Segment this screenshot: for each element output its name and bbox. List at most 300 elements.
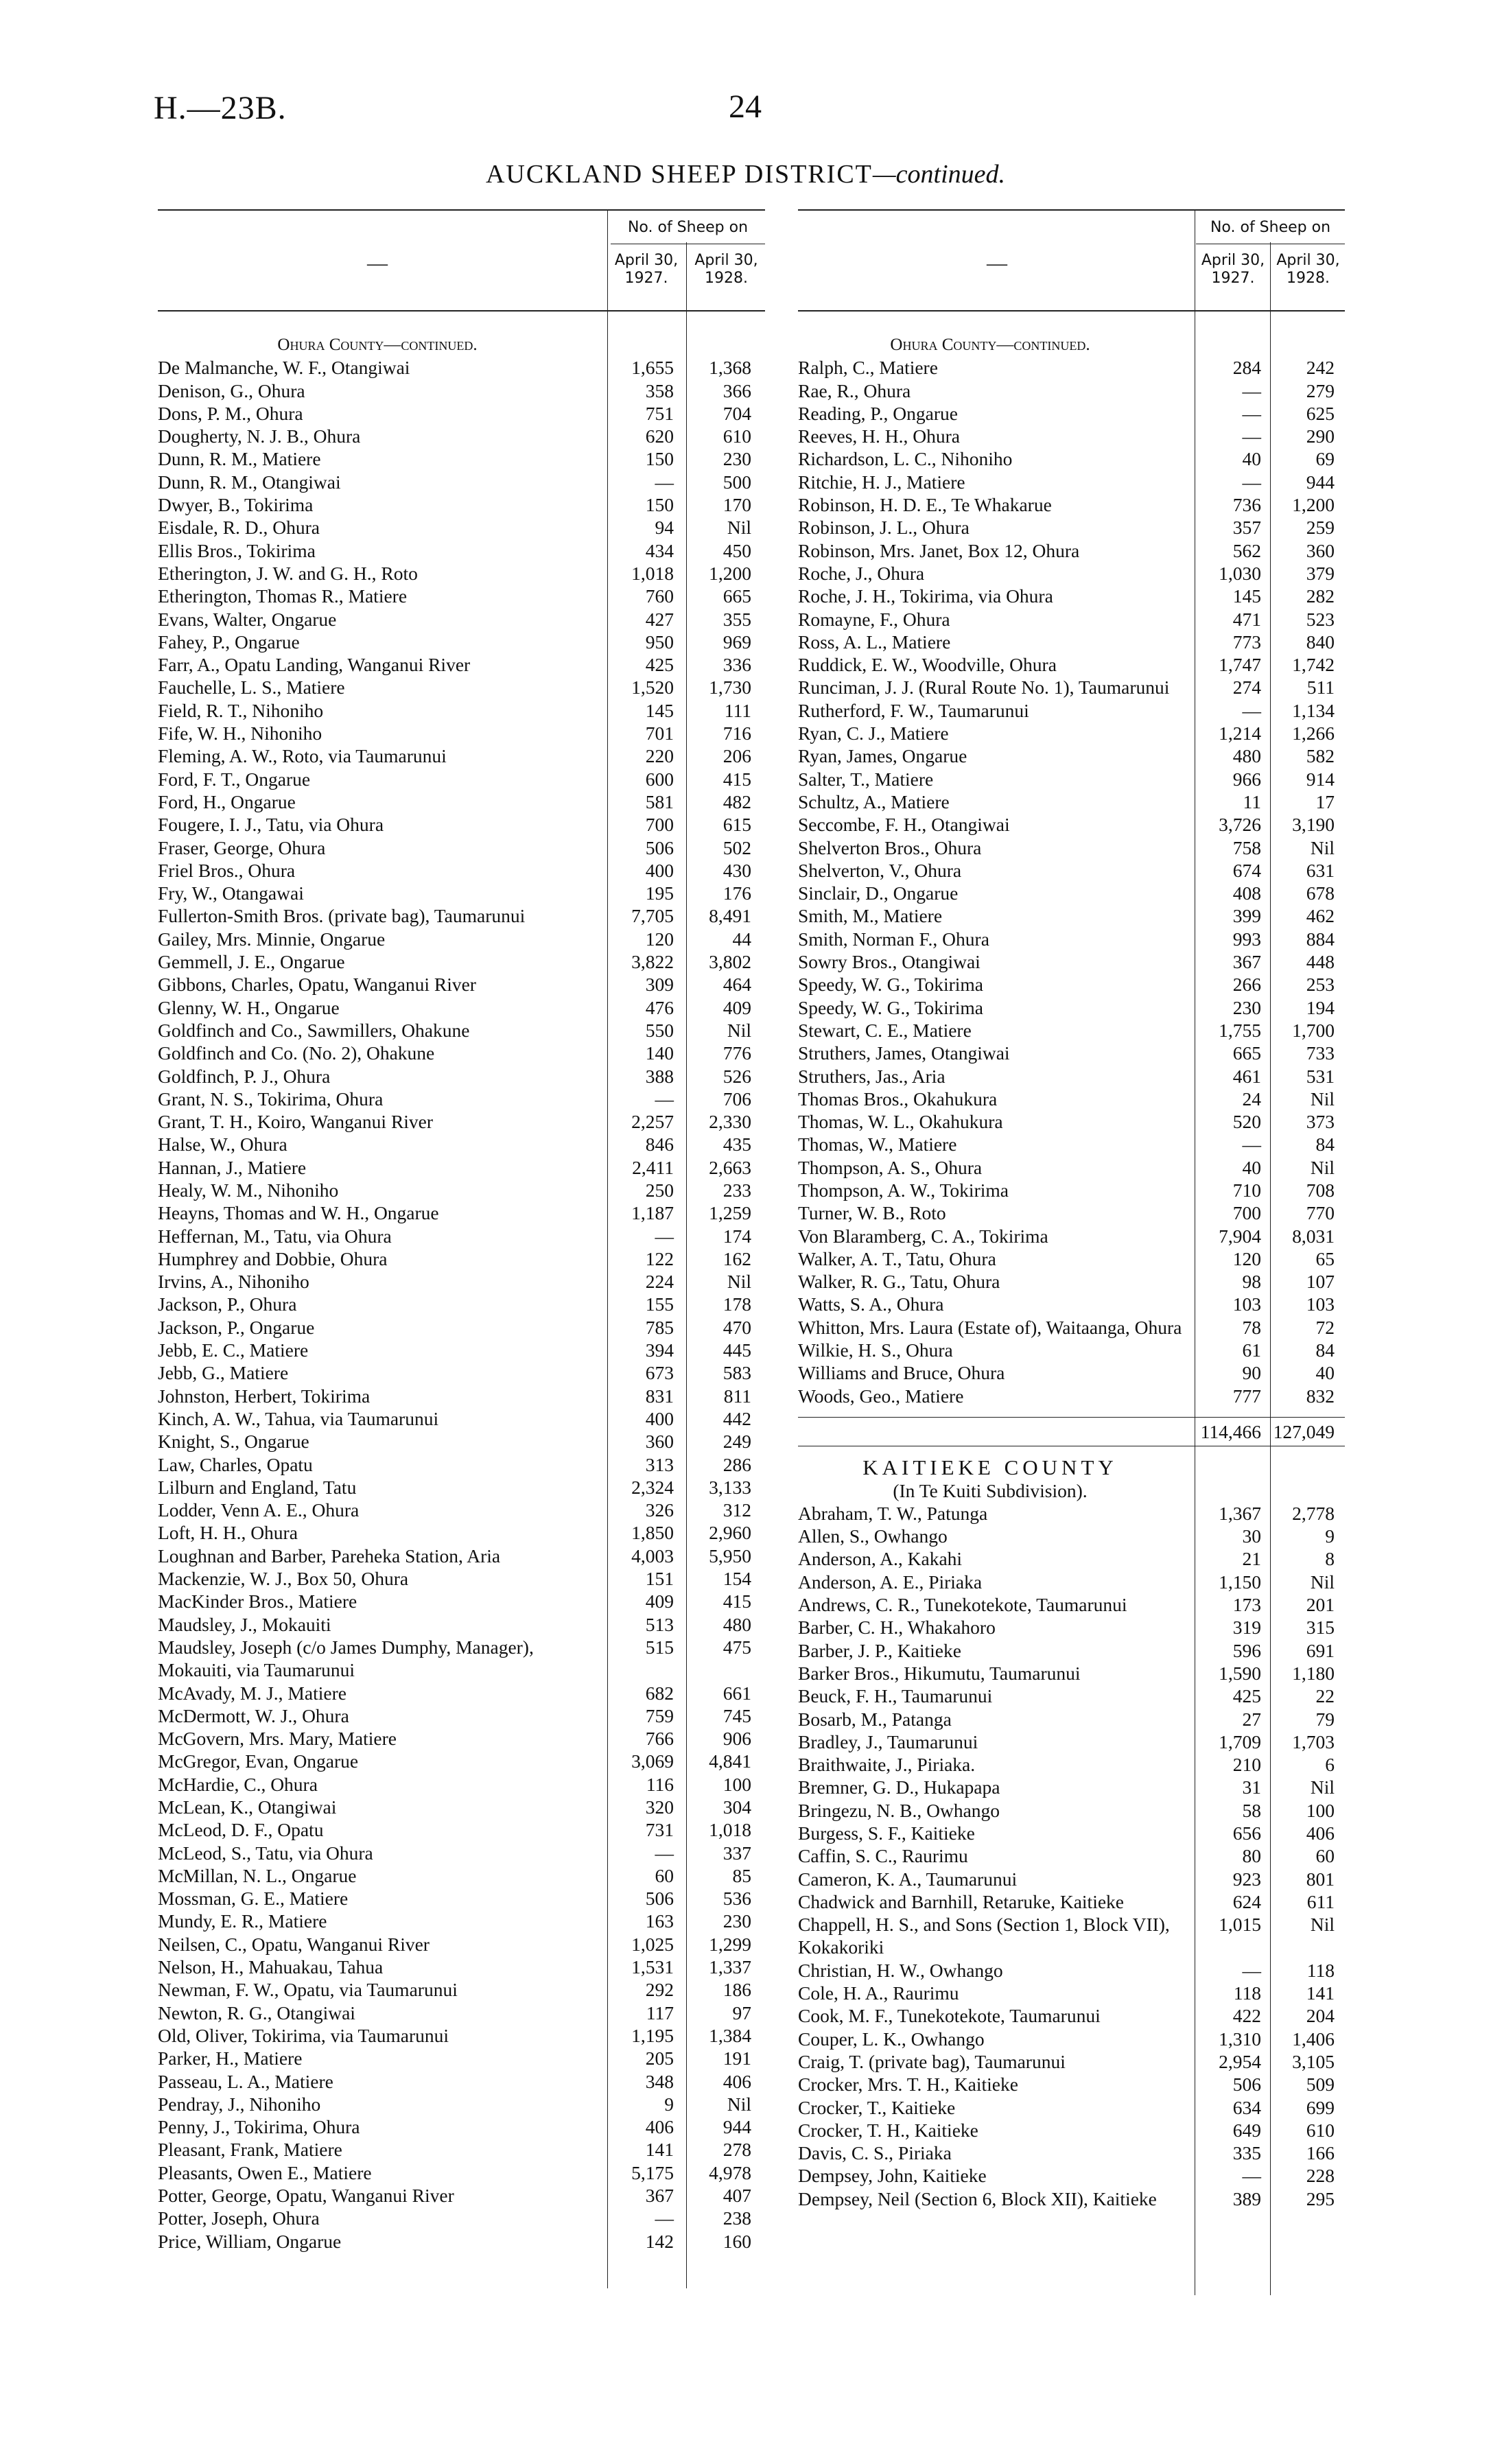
sheep-1928: 1,384 (709, 2024, 751, 2046)
holder-name: Fry, W., Otangawai (158, 882, 304, 904)
table-row (158, 402, 765, 425)
holder-name: Grant, N. S., Tokirima, Ohura (158, 1088, 384, 1110)
sheep-1928: 60 (1315, 1845, 1335, 1867)
table-row (798, 608, 1345, 631)
table-row (798, 1270, 1345, 1293)
sheep-1927: 31 (1242, 1776, 1261, 1798)
sheep-1928: Nil (1310, 1914, 1335, 1936)
table-row (158, 2161, 765, 2184)
sheep-1927: 506 (645, 836, 674, 858)
holder-name: Robinson, J. L., Ohura (798, 517, 970, 539)
sheep-1928: 526 (723, 1065, 751, 1087)
total-1928: 127,049 (1273, 1420, 1335, 1442)
holder-name: Crocker, T. H., Kaitieke (798, 2119, 978, 2141)
table-row (798, 402, 1345, 425)
sheep-1927: 11 (1243, 790, 1261, 812)
table-row (158, 1065, 765, 1088)
sheep-1928: 8,491 (709, 905, 751, 927)
sheep-1928: Nil (1310, 1571, 1335, 1593)
holder-name: Thomas Bros., Okahukura (798, 1088, 998, 1110)
holder-name: Fougere, I. J., Tatu, via Ohura (158, 814, 384, 836)
table-row (798, 447, 1345, 470)
sheep-1927: 1,531 (631, 1956, 674, 1978)
table-row (798, 1639, 1345, 1662)
sheep-1927: 1,709 (1219, 1730, 1261, 1752)
sheep-1927: 758 (1232, 836, 1261, 858)
sheep-1927: 1,747 (1219, 654, 1261, 676)
table-row (798, 836, 1345, 859)
sheep-1928: 3,802 (709, 951, 751, 973)
sheep-1927: 389 (1232, 2187, 1261, 2209)
sheep-1927: 58 (1242, 1799, 1261, 1821)
table-row (798, 1799, 1345, 1822)
sheep-1928: 366 (723, 379, 751, 401)
sheep-1928: Nil (1310, 1156, 1335, 1178)
total-1927: 114,466 (1200, 1420, 1261, 1442)
holder-name: McDermott, W. J., Ohura (158, 1704, 349, 1726)
table-row (158, 973, 765, 996)
table-row (798, 1110, 1345, 1133)
sheep-1928: 2,960 (709, 1522, 751, 1544)
holder-name: Humphrey and Dobbie, Ohura (158, 1247, 388, 1269)
holder-name: Denison, G., Ohura (158, 379, 305, 401)
total-row (798, 1417, 1345, 1446)
sheep-1928: 204 (1306, 2005, 1335, 2027)
holder-name: Field, R. T., Nihoniho (158, 699, 324, 721)
holder-name: Halse, W., Ohura (158, 1134, 287, 1155)
sheep-1928: 154 (723, 1568, 751, 1590)
sheep-1927: 1,850 (631, 1522, 674, 1544)
sheep-1927: 506 (645, 1888, 674, 1910)
table-row (798, 1247, 1345, 1270)
table-row (158, 744, 765, 767)
sheep-1928: 304 (723, 1796, 751, 1818)
holder-name: Johnston, Herbert, Tokirima (158, 1385, 371, 1407)
table-row (158, 1293, 765, 1315)
table-row (158, 2230, 765, 2253)
table-row (158, 882, 765, 904)
table-row (158, 471, 765, 493)
holder-name: Ryan, C. J., Matiere (798, 723, 949, 744)
sheep-1927: 759 (645, 1704, 674, 1726)
table-row (158, 2115, 765, 2138)
table-row (798, 950, 1345, 973)
sheep-1928: 162 (723, 1247, 751, 1269)
sheep-1928: 832 (1306, 1385, 1335, 1407)
sheep-1927: 408 (1232, 882, 1261, 904)
holder-name: Seccombe, F. H., Otangiwai (798, 814, 1010, 836)
sheep-1928: 2,663 (709, 1156, 751, 1178)
table-row (158, 1978, 765, 2001)
sheep-1928: 716 (723, 723, 751, 744)
table-row (158, 1773, 765, 1796)
col-1928-label: April 30, 1928. (1276, 252, 1340, 287)
holder-name: Irvins, A., Nihoniho (158, 1271, 309, 1293)
sheep-1927: 163 (645, 1910, 674, 1932)
table-row (798, 904, 1345, 927)
sheep-1927: 562 (1232, 539, 1261, 561)
holder-name: Lilburn and England, Tatu (158, 1476, 357, 1498)
holder-name: Price, William, Ongarue (158, 2230, 342, 2252)
holder-name: Struthers, James, Otangiwai (798, 1042, 1010, 1064)
holder-name: Caffin, S. C., Raurimu (798, 1845, 968, 1867)
table-row (798, 1385, 1345, 1407)
sheep-1927: — (655, 471, 674, 493)
holder-name: Richardson, L. C., Nihoniho (798, 448, 1013, 470)
table-row (158, 1156, 765, 1179)
sheep-1927: 624 (1232, 1890, 1261, 1912)
table-row (158, 1521, 765, 1544)
table-row (798, 539, 1345, 562)
holder-name: Goldfinch and Co. (No. 2), Ohakune (158, 1042, 435, 1064)
table-row (798, 2187, 1345, 2210)
sheep-1928: 336 (723, 654, 751, 676)
sheep-1927: 145 (645, 699, 674, 721)
holder-name: Christian, H. W., Owhango (798, 1959, 1003, 1981)
holder-name: Beuck, F. H., Taumarunui (798, 1685, 993, 1707)
sheep-1927: — (1242, 379, 1261, 401)
sheep-1927: 777 (1232, 1385, 1261, 1407)
holder-name: Walker, R. G., Tatu, Ohura (798, 1271, 1000, 1293)
table-row (798, 2073, 1345, 2096)
county-subheading: (In Te Kuiti Subdivision). (893, 1479, 1088, 1501)
table-row (798, 996, 1345, 1019)
sheep-1927: 1,025 (631, 1933, 674, 1955)
holder-name: Newton, R. G., Otangiwai (158, 2002, 355, 2023)
sheep-1928: 69 (1315, 448, 1335, 470)
sheep-1928: 430 (723, 859, 751, 881)
sheep-1927: 425 (645, 654, 674, 676)
sheep-1927: 205 (645, 2048, 674, 2069)
sheep-1927: 358 (645, 379, 674, 401)
sheep-1927: 550 (645, 1019, 674, 1041)
holder-name: Cook, M. F., Tunekotekote, Taumarunui (798, 2005, 1101, 2027)
sheep-1927: 266 (1232, 974, 1261, 996)
holder-name: Farr, A., Opatu Landing, Wanganui River (158, 654, 471, 676)
holder-name: Dougherty, N. J. B., Ohura (158, 425, 361, 447)
section-heading: Ohura County—continued. (277, 336, 478, 354)
sheep-1927: 90 (1242, 1362, 1261, 1384)
table-row (798, 1822, 1345, 1844)
sheep-1928: 312 (723, 1499, 751, 1521)
sheep-1927: 24 (1242, 1088, 1261, 1110)
sheep-1927: 506 (1232, 2074, 1261, 2096)
holder-name: Sowry Bros., Otangiwai (798, 951, 981, 973)
table-row (158, 2207, 765, 2229)
table-row (158, 676, 765, 699)
sheep-1928: Nil (727, 1271, 751, 1293)
sheep-1928: 141 (1306, 1982, 1335, 2004)
sheep-1927: 103 (1232, 1293, 1261, 1315)
holder-name: Ruddick, E. W., Woodville, Ohura (798, 654, 1057, 676)
sheep-1927: 700 (645, 814, 674, 836)
holder-name: Allen, S., Owhango (798, 1525, 948, 1547)
sheep-1927: 151 (645, 1568, 674, 1590)
table-row (158, 1842, 765, 1864)
sheep-1928: Nil (1310, 836, 1335, 858)
sheep-1927: 309 (645, 974, 674, 996)
sheep-1928: Nil (727, 517, 751, 539)
sheep-1927: 320 (645, 1796, 674, 1818)
holder-name: Walker, A. T., Tatu, Ohura (798, 1247, 996, 1269)
sheep-1928: 811 (723, 1385, 751, 1407)
holder-name: Ford, F. T., Ongarue (158, 768, 311, 790)
sheep-1927: 60 (655, 1864, 674, 1886)
table-row (798, 1225, 1345, 1247)
sheep-1927: — (1242, 402, 1261, 424)
sheep-1928: 1,700 (1292, 1019, 1335, 1041)
sheep-1928: 1,406 (1292, 2028, 1335, 2050)
sheep-1928: 111 (724, 699, 751, 721)
table-row (798, 1959, 1345, 1982)
table-row (158, 1133, 765, 1155)
sheep-1928: 445 (723, 1339, 751, 1361)
table-row (798, 1065, 1345, 1088)
table-row (798, 1156, 1345, 1179)
table-row (158, 996, 765, 1019)
sheep-1928: 1,299 (709, 1933, 751, 1955)
table-row (158, 950, 765, 973)
holder-name: Runciman, J. J. (Rural Route No. 1), Taumarunui (798, 677, 1170, 699)
sheep-1927: — (655, 1842, 674, 1864)
table-row (798, 699, 1345, 722)
page-id: H.—23B. (154, 90, 287, 126)
right-column (798, 209, 1345, 2210)
holder-name: Kinch, A. W., Tahua, via Taumarunui (158, 1407, 439, 1429)
table-row (158, 1933, 765, 1956)
sheep-1928: 509 (1306, 2074, 1335, 2096)
sheep-1927: 1,030 (1219, 562, 1261, 584)
table-row (158, 447, 765, 470)
table-row (798, 1316, 1345, 1339)
holder-name: Barber, C. H., Whakahoro (798, 1617, 996, 1639)
sheep-1928: 379 (1306, 562, 1335, 584)
holder-name: Jackson, P., Ohura (158, 1293, 297, 1315)
right-header (798, 209, 1345, 312)
table-row (158, 1910, 765, 1932)
sheep-1928: 944 (1306, 471, 1335, 493)
holder-name: Gemmell, J. E., Ongarue (158, 951, 345, 973)
holder-name: Penny, J., Tokirima, Ohura (158, 2116, 360, 2138)
holder-name: Potter, Joseph, Ohura (158, 2207, 320, 2229)
holder-name: Newman, F. W., Opatu, via Taumarunui (158, 1979, 458, 2001)
sheep-1927: 9 (664, 2093, 674, 2115)
sheep-1927: 98 (1242, 1271, 1261, 1293)
sheep-1927: 400 (645, 859, 674, 881)
sheep-1928: 631 (1306, 859, 1335, 881)
sheep-1927: 220 (645, 745, 674, 767)
sheep-1928: 406 (1306, 1822, 1335, 1844)
county-heading: KAITIEKE COUNTY (862, 1455, 1118, 1480)
sheep-1927: 1,187 (631, 1202, 674, 1224)
sheep-1928: 194 (1306, 996, 1335, 1018)
sheep-1927: 118 (1233, 1982, 1261, 2004)
holder-name: Potter, George, Opatu, Wanganui River (158, 2185, 454, 2207)
sheep-1928: 174 (723, 1225, 751, 1247)
sheep-1928: 1,742 (1292, 654, 1335, 676)
sheep-1927: 1,755 (1219, 1019, 1261, 1041)
table-row (798, 1042, 1345, 1064)
sheep-1927: — (1242, 699, 1261, 721)
sheep-1928: 661 (723, 1682, 751, 1704)
sheep-1928: 884 (1306, 928, 1335, 950)
holder-name: Dunn, R. M., Otangiwai (158, 471, 341, 493)
sheep-1927: 150 (645, 494, 674, 516)
holder-name: McLeod, S., Tatu, via Ohura (158, 1842, 373, 1864)
holder-name: Parker, H., Matiere (158, 2048, 303, 2069)
table-row (158, 2070, 765, 2093)
sheep-1927: 461 (1232, 1065, 1261, 1087)
table-row (798, 973, 1345, 996)
holder-name: Burgess, S. F., Kaitieke (798, 1822, 975, 1844)
sheep-1928: 1,730 (709, 677, 751, 699)
sheep-1927: — (655, 1225, 674, 1247)
sheep-1927: — (1242, 425, 1261, 447)
holder-name: Etherington, J. W. and G. H., Roto (158, 562, 418, 584)
table-row (158, 2184, 765, 2207)
holder-name: Dons, P. M., Ohura (158, 402, 303, 424)
table-row (158, 1042, 765, 1064)
table-row (158, 1613, 765, 1636)
sheep-1928: 238 (723, 2207, 751, 2229)
holder-name: Dempsey, Neil (Section 6, Block XII), Kaitieke (798, 2187, 1157, 2209)
holder-name: Davis, C. S., Piriaka (798, 2142, 952, 2164)
sheep-1927: 701 (645, 723, 674, 744)
holder-name: Mackenzie, W. J., Box 50, Ohura (158, 1568, 409, 1590)
sheep-1928: 100 (723, 1773, 751, 1795)
sheep-1928: 615 (723, 814, 751, 836)
sheep-1927: 78 (1242, 1316, 1261, 1338)
holder-name: Fauchelle, L. S., Matiere (158, 677, 345, 699)
holder-name: Pendray, J., Nihoniho (158, 2093, 321, 2115)
table-row (798, 1547, 1345, 1570)
sheep-1927: 360 (645, 1431, 674, 1453)
holder-name: Gailey, Mrs. Minnie, Ongarue (158, 928, 386, 950)
sheep-1928: 118 (1306, 1959, 1335, 1981)
table-row (158, 836, 765, 859)
sheep-1928: 3,105 (1292, 2050, 1335, 2072)
holder-name: Speedy, W. G., Tokirima (798, 996, 984, 1018)
sheep-1928: 406 (723, 2070, 751, 2092)
sheep-1927: 476 (645, 996, 674, 1018)
sheep-1928: 475 (723, 1636, 751, 1658)
holder-name: McGovern, Mrs. Mary, Matiere (158, 1728, 397, 1750)
table-row (798, 562, 1345, 585)
sheep-1928: 500 (723, 471, 751, 493)
left-header (158, 209, 765, 312)
sheep-1927: 2,411 (632, 1156, 674, 1178)
sheep-1928: 470 (723, 1316, 751, 1338)
table-row (798, 2028, 1345, 2050)
sheep-1928: 708 (1306, 1179, 1335, 1201)
sheep-1928: 944 (723, 2116, 751, 2138)
holder-name: Jebb, G., Matiere (158, 1362, 289, 1384)
sheep-1928: 315 (1306, 1617, 1335, 1639)
sheep-1927: 422 (1232, 2005, 1261, 2027)
holder-name: Eisdale, R. D., Ohura (158, 517, 320, 539)
sheep-1927: 7,705 (631, 905, 674, 927)
sheep-1928: 706 (723, 1088, 751, 1110)
sheep-1927: 40 (1242, 1156, 1261, 1178)
table-row (158, 1339, 765, 1361)
holder-name: Craig, T. (private bag), Taumarunui (798, 2050, 1066, 2072)
table-row (798, 744, 1345, 767)
sheep-1927: 5,175 (631, 2161, 674, 2183)
sheep-1928: 611 (1306, 1890, 1335, 1912)
sheep-1928: 450 (723, 539, 751, 561)
holder-name: Anderson, A., Kakahi (798, 1548, 963, 1570)
sheep-1928: Nil (727, 2093, 751, 2115)
table-row (158, 1110, 765, 1133)
table-row (798, 1616, 1345, 1639)
sheep-1928: 1,018 (709, 1819, 751, 1841)
table-row (798, 1019, 1345, 1042)
sheep-1927: 773 (1232, 631, 1261, 653)
table-row (798, 1776, 1345, 1798)
holder-name: De Malmanche, W. F., Otangiwai (158, 357, 410, 379)
no-sheep-on-label: No. of Sheep on (627, 219, 749, 236)
sheep-1928: 6 (1325, 1754, 1335, 1776)
holder-name: Struthers, Jas., Aria (798, 1065, 946, 1087)
holder-name: Jebb, E. C., Matiere (158, 1339, 309, 1361)
sheep-1928: 3,190 (1292, 814, 1335, 836)
holder-name: Shelverton, V., Ohura (798, 859, 962, 881)
sheep-1927: 61 (1242, 1339, 1261, 1361)
holder-name: Chadwick and Barnhill, Retaruke, Kaitieke (798, 1890, 1124, 1912)
sheep-1927: 3,822 (631, 951, 674, 973)
table-row (798, 1088, 1345, 1110)
sheep-1927: 326 (645, 1499, 674, 1521)
holder-name: Rae, R., Ohura (798, 379, 911, 401)
sheep-1927: 760 (645, 585, 674, 607)
sheep-1927: 399 (1232, 905, 1261, 927)
sheep-1928: 4,841 (709, 1750, 751, 1772)
sheep-1927: 751 (645, 402, 674, 424)
holder-name: Salter, T., Matiere (798, 768, 934, 790)
sheep-1927: 150 (645, 448, 674, 470)
sheep-1928: 691 (1306, 1639, 1335, 1661)
table-row (798, 1571, 1345, 1593)
sheep-1927: 120 (645, 928, 674, 950)
holder-name: Von Blaramberg, C. A., Tokirima (798, 1225, 1048, 1247)
sheep-1928: 2,330 (709, 1111, 751, 1133)
table-row (158, 1453, 765, 1476)
sheep-1928: 360 (1306, 539, 1335, 561)
sheep-1928: 801 (1306, 1868, 1335, 1890)
sheep-1927: 80 (1242, 1845, 1261, 1867)
sheep-1927: 649 (1232, 2119, 1261, 2141)
sheep-1927: 513 (645, 1613, 674, 1635)
table-row (798, 1708, 1345, 1730)
table-row (158, 1088, 765, 1110)
holder-name: Thomas, W. L., Okahukura (798, 1111, 1003, 1133)
sheep-1927: 1,195 (631, 2024, 674, 2046)
holder-name: Bradley, J., Taumarunui (798, 1730, 978, 1752)
sheep-1927: 173 (1232, 1594, 1261, 1616)
sheep-1928: 415 (723, 768, 751, 790)
sheep-1928: Nil (1310, 1088, 1335, 1110)
sheep-1927: 1,018 (631, 562, 674, 584)
holder-name: Williams and Bruce, Ohura (798, 1362, 1005, 1384)
sheep-1927: 155 (645, 1293, 674, 1315)
sheep-1927: 230 (1232, 996, 1261, 1018)
page-title (0, 159, 1491, 189)
holder-name: McLean, K., Otangiwai (158, 1796, 337, 1818)
sheep-1928: 79 (1315, 1708, 1335, 1730)
table-row (158, 1019, 765, 1042)
sheep-1928: 282 (1306, 585, 1335, 607)
table-row (798, 653, 1345, 676)
